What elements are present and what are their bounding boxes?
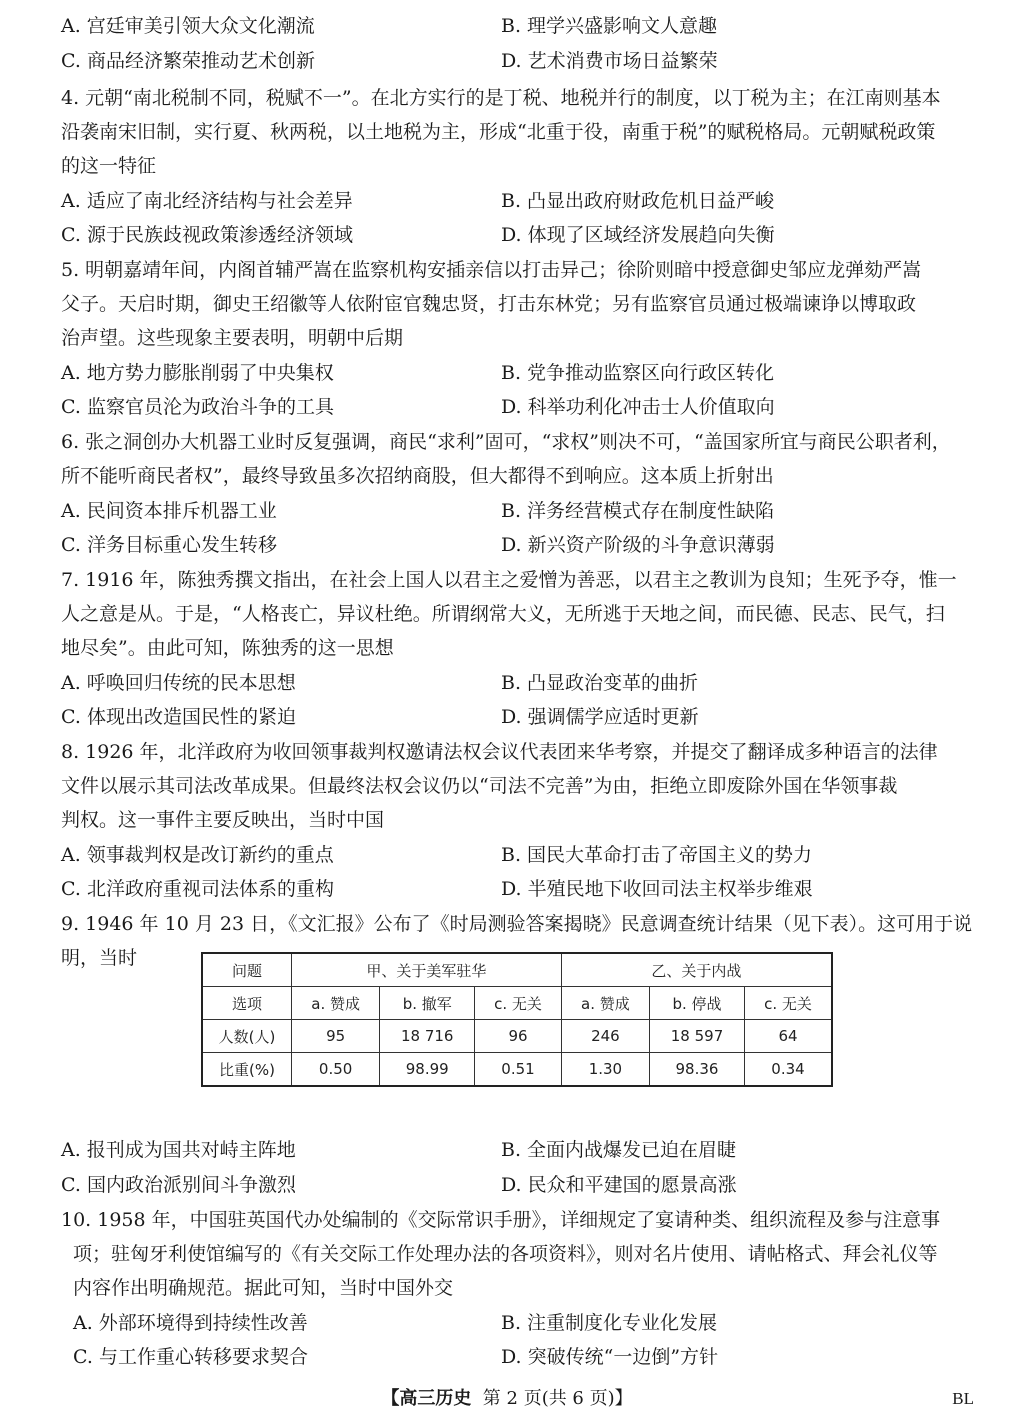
q8-option-b: B. 国民大革命打击了帝国主义的势力 (501, 844, 813, 866)
table-cell: 95 (292, 1020, 380, 1053)
q9-option-b: B. 全面内战爆发已迫在眉睫 (501, 1139, 737, 1161)
q5-option-b: B. 党争推动监察区向行政区转化 (501, 362, 775, 384)
q4-option-b: B. 凸显出政府财政危机日益严峻 (501, 190, 775, 212)
footer-title: 【高三历史 (381, 1388, 472, 1409)
q4-stem-line-1: 4. 元朝“南北税制不同，税赋不一”。在北方实行的是丁税、地税并行的制度，以丁税为主；在江南则基本 (61, 87, 941, 109)
q10-stem-line-1: 10. 1958 年，中国驻英国代办处编制的《交际常识手册》，详细规定了宴请种类、组织流程及参与注意事 (61, 1209, 941, 1231)
q5-stem-line-3: 治声望。这些现象主要表明，明朝中后期 (61, 327, 404, 349)
table-row-counts (202, 1020, 832, 1053)
footer-code: BL (952, 1389, 974, 1408)
footer-page-number: 第 2 页(共 6 页)】 (482, 1388, 633, 1409)
page-footer (0, 1384, 1014, 1414)
table-cell: c. 无关 (744, 987, 832, 1020)
q4-option-d: D. 体现了区域经济发展趋向失衡 (501, 224, 775, 246)
q10-stem-line-3: 内容作出明确规范。据此可知，当时中国外交 (73, 1277, 454, 1299)
q7-stem-line-3: 地尽矣”。由此可知，陈独秀的这一思想 (61, 637, 394, 659)
q6-option-a: A. 民间资本排斥机器工业 (61, 500, 277, 522)
table-cell: a. 赞成 (561, 987, 649, 1020)
q9-stem-line-1: 9. 1946 年 10 月 23 日，《文汇报》公布了《时局测验答案揭晓》民意调查统计结果（见下表）。这可用于说 (61, 913, 973, 935)
table-cell: 96 (475, 1020, 562, 1053)
q3-option-c: C. 商品经济繁荣推动艺术创新 (61, 50, 315, 72)
table-cell: 0.34 (744, 1053, 832, 1087)
table-row-header (202, 953, 832, 987)
table-cell-options-label: 选项 (202, 987, 292, 1020)
q6-option-c: C. 洋务目标重心发生转移 (61, 534, 277, 556)
q4-stem-line-2: 沿袭南宋旧制，实行夏、秋两税，以土地税为主，形成“北重于役，南重于税”的赋税格局。元朝赋税政策 (61, 121, 936, 143)
table-cell: 0.51 (475, 1053, 562, 1087)
q10-option-b: B. 注重制度化专业化发展 (501, 1312, 718, 1334)
q8-option-a: A. 领事裁判权是改订新约的重点 (61, 844, 334, 866)
q7-stem-line-2: 人之意是从。于是，“人格丧亡，异议杜绝。所谓纲常大义，无所逃于天地之间，而民德、民志、民气，扫 (61, 603, 945, 625)
table-cell: 98.36 (650, 1053, 745, 1087)
q8-stem-line-3: 判权。这一事件主要反映出，当时中国 (61, 809, 385, 831)
q4-stem-line-3: 的这一特征 (61, 155, 157, 177)
table-cell: 18 716 (380, 1020, 475, 1053)
q6-option-d: D. 新兴资产阶级的斗争意识薄弱 (501, 534, 775, 556)
table-cell: a. 赞成 (292, 987, 380, 1020)
survey-table (201, 952, 833, 1087)
table-cell-count-label: 人数(人) (202, 1020, 292, 1053)
table-cell-group-a: 甲、关于美军驻华 (292, 953, 562, 987)
table-cell: b. 撤军 (380, 987, 475, 1020)
q4-option-a: A. 适应了南北经济结构与社会差异 (61, 190, 353, 212)
q4-option-c: C. 源于民族歧视政策渗透经济领域 (61, 224, 353, 246)
table-cell: 1.30 (561, 1053, 649, 1087)
table-cell: c. 无关 (475, 987, 562, 1020)
table-cell-share-label: 比重(%) (202, 1053, 292, 1087)
q7-option-b: B. 凸显政治变革的曲折 (501, 672, 699, 694)
q9-option-c: C. 国内政治派别间斗争激烈 (61, 1174, 296, 1196)
q5-stem-line-2: 父子。天启时期，御史王绍徽等人依附宦官魏忠贤，打击东林党；另有监察官员通过极端谏诤以博取政 (61, 293, 917, 315)
q6-option-b: B. 洋务经营模式存在制度性缺陷 (501, 500, 775, 522)
q9-option-d: D. 民众和平建国的愿景高涨 (501, 1174, 737, 1196)
q8-option-d: D. 半殖民地下收回司法主权举步维艰 (501, 878, 813, 900)
q10-option-c: C. 与工作重心转移要求契合 (73, 1346, 308, 1368)
q9-option-a: A. 报刊成为国共对峙主阵地 (61, 1139, 296, 1161)
q5-option-d: D. 科举功利化冲击士人价值取向 (501, 396, 775, 418)
q8-option-c: C. 北洋政府重视司法体系的重构 (61, 878, 334, 900)
q10-option-d: D. 突破传统“一边倒”方针 (501, 1346, 719, 1368)
q7-option-d: D. 强调儒学应适时更新 (501, 706, 699, 728)
q5-stem-line-1: 5. 明朝嘉靖年间，内阁首辅严嵩在监察机构安插亲信以打击异己；徐阶则暗中授意御史邹应龙弹劾严嵩 (61, 259, 922, 281)
table-cell: 98.99 (380, 1053, 475, 1087)
q7-option-c: C. 体现出改造国民性的紧迫 (61, 706, 296, 728)
table-cell: 64 (744, 1020, 832, 1053)
table-cell-group-b: 乙、关于内战 (561, 953, 832, 987)
table-cell-question-label: 问题 (202, 953, 292, 987)
q10-option-a: A. 外部环境得到持续性改善 (73, 1312, 308, 1334)
q3-option-a: A. 宫廷审美引领大众文化潮流 (61, 15, 315, 37)
q5-option-c: C. 监察官员沦为政治斗争的工具 (61, 396, 334, 418)
table-cell: 246 (561, 1020, 649, 1053)
table-cell: 18 597 (650, 1020, 745, 1053)
q5-option-a: A. 地方势力膨胀削弱了中央集权 (61, 362, 334, 384)
q10-stem-line-2: 项；驻匈牙利使馆编写的《有关交际工作处理办法的各项资料》，则对名片使用、请帖格式、拜会礼仪等 (73, 1243, 938, 1265)
q6-stem-line-2: 所不能听商民者权”，最终导致虽多次招纳商股，但大都得不到响应。这本质上折射出 (61, 465, 774, 487)
table-cell: b. 停战 (650, 987, 745, 1020)
q7-option-a: A. 呼唤回归传统的民本思想 (61, 672, 296, 694)
q8-stem-line-2: 文件以展示其司法改革成果。但最终法权会议仍以“司法不完善”为由，拒绝立即废除外国在华领事裁 (61, 775, 898, 797)
q8-stem-line-1: 8. 1926 年，北洋政府为收回领事裁判权邀请法权会议代表团来华考察，并提交了翻译成多种语言的法律 (61, 741, 938, 763)
q9-stem-line-2: 明，当时 (61, 947, 138, 969)
q7-stem-line-1: 7. 1916 年，陈独秀撰文指出，在社会上国人以君主之爱憎为善恶，以君主之教训为良知；生死予夺，惟一 (61, 569, 957, 591)
table-cell: 0.50 (292, 1053, 380, 1087)
q3-option-d: D. 艺术消费市场日益繁荣 (501, 50, 718, 72)
table-row-options (202, 987, 832, 1020)
q3-option-b: B. 理学兴盛影响文人意趣 (501, 15, 718, 37)
footer-page-info (0, 1384, 1014, 1414)
table-row-shares (202, 1053, 832, 1087)
q6-stem-line-1: 6. 张之洞创办大机器工业时反复强调，商民“求利”固可，“求权”则决不可，“盖国家所宜与商民公职者利， (61, 431, 951, 453)
